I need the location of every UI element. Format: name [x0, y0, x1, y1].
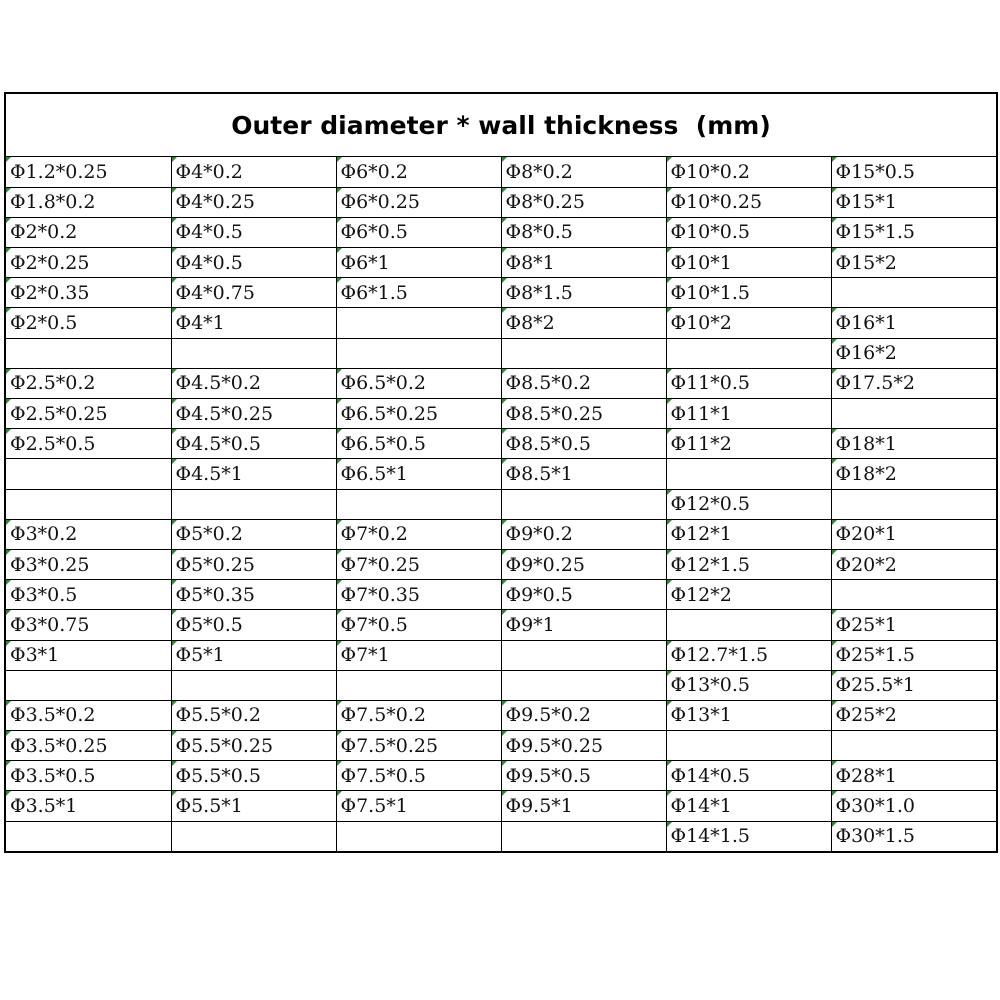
size-table-body [6, 157, 996, 851]
table-cell: Φ3*0.5 [6, 580, 171, 610]
table-row [6, 580, 996, 610]
table-cell: Φ2.5*0.2 [6, 368, 171, 398]
table-cell: Φ30*1.0 [831, 791, 996, 821]
table-cell: Φ2.5*0.5 [6, 429, 171, 459]
table-cell: Φ4.5*0.25 [171, 399, 336, 429]
table-cell [831, 399, 996, 429]
table-cell [831, 278, 996, 308]
table-cell: Φ10*0.25 [666, 187, 831, 217]
table-cell [501, 489, 666, 519]
table-cell: Φ9*0.2 [501, 519, 666, 549]
table-cell: Φ12*1 [666, 519, 831, 549]
table-cell [171, 338, 336, 368]
table-cell: Φ12*1.5 [666, 549, 831, 579]
table-cell: Φ8*1.5 [501, 278, 666, 308]
table-row [6, 791, 996, 821]
table-cell: Φ10*0.2 [666, 157, 831, 187]
table-cell: Φ28*1 [831, 761, 996, 791]
table-cell: Φ16*1 [831, 308, 996, 338]
table-cell: Φ10*2 [666, 308, 831, 338]
table-cell: Φ4*0.75 [171, 278, 336, 308]
table-cell [336, 308, 501, 338]
table-cell: Φ12.7*1.5 [666, 640, 831, 670]
table-row [6, 489, 996, 519]
table-cell: Φ8*0.2 [501, 157, 666, 187]
table-cell: Φ8.5*0.5 [501, 429, 666, 459]
table-cell: Φ3*1 [6, 640, 171, 670]
table-cell: Φ6.5*0.25 [336, 399, 501, 429]
table-cell [171, 670, 336, 700]
table-cell: Φ5*0.25 [171, 549, 336, 579]
table-cell: Φ4.5*0.2 [171, 368, 336, 398]
table-row [6, 308, 996, 338]
table-cell: Φ14*1.5 [666, 821, 831, 851]
table-cell: Φ11*0.5 [666, 368, 831, 398]
table-cell: Φ2*0.5 [6, 308, 171, 338]
table-cell: Φ4*0.25 [171, 187, 336, 217]
table-row [6, 731, 996, 761]
table-cell: Φ7*0.5 [336, 610, 501, 640]
table-cell: Φ9*1 [501, 610, 666, 640]
table-cell: Φ15*2 [831, 248, 996, 278]
table-cell [6, 459, 171, 489]
table-cell [6, 489, 171, 519]
table-cell: Φ4.5*1 [171, 459, 336, 489]
table-cell [336, 821, 501, 851]
table-cell: Φ11*1 [666, 399, 831, 429]
table-cell: Φ9*0.25 [501, 549, 666, 579]
table-cell [831, 489, 996, 519]
table-cell: Φ7*0.35 [336, 580, 501, 610]
table-cell: Φ8.5*1 [501, 459, 666, 489]
table-cell: Φ5.5*0.2 [171, 700, 336, 730]
table-cell: Φ7.5*0.2 [336, 700, 501, 730]
table-cell: Φ7.5*0.25 [336, 731, 501, 761]
table-cell: Φ8*0.5 [501, 217, 666, 247]
table-cell: Φ6*1 [336, 248, 501, 278]
table-cell: Φ2*0.35 [6, 278, 171, 308]
table-cell: Φ25.5*1 [831, 670, 996, 700]
table-cell: Φ25*2 [831, 700, 996, 730]
table-cell [666, 459, 831, 489]
table-cell [831, 580, 996, 610]
table-row [6, 338, 996, 368]
table-cell [171, 821, 336, 851]
table-cell: Φ8.5*0.2 [501, 368, 666, 398]
table-cell: Φ10*1.5 [666, 278, 831, 308]
table-cell: Φ4*0.5 [171, 248, 336, 278]
table-cell: Φ25*1.5 [831, 640, 996, 670]
table-cell [501, 640, 666, 670]
table-cell: Φ17.5*2 [831, 368, 996, 398]
table-cell: Φ4*0.2 [171, 157, 336, 187]
table-cell: Φ4.5*0.5 [171, 429, 336, 459]
table-cell: Φ10*1 [666, 248, 831, 278]
table-cell: Φ5*0.35 [171, 580, 336, 610]
table-cell [666, 731, 831, 761]
table-cell: Φ6.5*0.2 [336, 368, 501, 398]
table-cell: Φ1.2*0.25 [6, 157, 171, 187]
table-cell: Φ5.5*1 [171, 791, 336, 821]
table-cell: Φ7.5*1 [336, 791, 501, 821]
table-cell: Φ6.5*0.5 [336, 429, 501, 459]
table-cell: Φ14*0.5 [666, 761, 831, 791]
table-cell: Φ2.5*0.25 [6, 399, 171, 429]
table-cell: Φ2*0.25 [6, 248, 171, 278]
table-row [6, 187, 996, 217]
table-cell: Φ9.5*0.2 [501, 700, 666, 730]
table-cell: Φ5*1 [171, 640, 336, 670]
table-cell [336, 338, 501, 368]
table-cell: Φ25*1 [831, 610, 996, 640]
table-row [6, 549, 996, 579]
table-cell: Φ9.5*0.25 [501, 731, 666, 761]
table-cell: Φ16*2 [831, 338, 996, 368]
table-row [6, 368, 996, 398]
table-cell: Φ3*0.2 [6, 519, 171, 549]
table-cell: Φ3.5*0.2 [6, 700, 171, 730]
table-row [6, 399, 996, 429]
table-cell [171, 489, 336, 519]
table-cell: Φ3*0.75 [6, 610, 171, 640]
table-cell: Φ15*1 [831, 187, 996, 217]
table-cell: Φ5*0.5 [171, 610, 336, 640]
table-cell: Φ7.5*0.5 [336, 761, 501, 791]
table-cell: Φ6*0.5 [336, 217, 501, 247]
table-cell: Φ6.5*1 [336, 459, 501, 489]
table-cell [666, 610, 831, 640]
table-row [6, 761, 996, 791]
table-cell: Φ9.5*0.5 [501, 761, 666, 791]
table-title: Outer diameter * wall thickness (mm) [6, 94, 996, 157]
table-cell [336, 670, 501, 700]
table-cell: Φ4*1 [171, 308, 336, 338]
table-cell [831, 731, 996, 761]
table-cell: Φ13*1 [666, 700, 831, 730]
table-row [6, 610, 996, 640]
table-cell: Φ10*0.5 [666, 217, 831, 247]
table-row [6, 459, 996, 489]
table-cell: Φ6*0.25 [336, 187, 501, 217]
table-cell: Φ8*1 [501, 248, 666, 278]
table-row [6, 670, 996, 700]
size-table [6, 157, 996, 851]
table-cell: Φ8.5*0.25 [501, 399, 666, 429]
table-cell: Φ12*2 [666, 580, 831, 610]
table-cell: Φ2*0.2 [6, 217, 171, 247]
table-cell [501, 338, 666, 368]
table-cell: Φ7*0.2 [336, 519, 501, 549]
table-cell: Φ7*0.25 [336, 549, 501, 579]
table-cell: Φ20*1 [831, 519, 996, 549]
table-cell: Φ18*1 [831, 429, 996, 459]
table-row [6, 248, 996, 278]
table-row [6, 429, 996, 459]
table-cell [501, 670, 666, 700]
table-cell: Φ15*1.5 [831, 217, 996, 247]
table-cell: Φ8*0.25 [501, 187, 666, 217]
table-cell: Φ5.5*0.5 [171, 761, 336, 791]
table-cell: Φ3.5*0.25 [6, 731, 171, 761]
table-cell [6, 670, 171, 700]
table-cell [6, 821, 171, 851]
table-cell: Φ3*0.25 [6, 549, 171, 579]
table-row [6, 640, 996, 670]
table-cell: Φ6*0.2 [336, 157, 501, 187]
table-cell: Φ3.5*0.5 [6, 761, 171, 791]
table-cell: Φ18*2 [831, 459, 996, 489]
table-row [6, 700, 996, 730]
table-cell: Φ9.5*1 [501, 791, 666, 821]
table-cell: Φ5*0.2 [171, 519, 336, 549]
size-table-sheet [4, 92, 998, 853]
table-cell [501, 821, 666, 851]
table-cell: Φ30*1.5 [831, 821, 996, 851]
table-cell [666, 338, 831, 368]
table-cell: Φ1.8*0.2 [6, 187, 171, 217]
table-row [6, 821, 996, 851]
table-row [6, 278, 996, 308]
table-row [6, 157, 996, 187]
table-cell: Φ7*1 [336, 640, 501, 670]
table-cell: Φ9*0.5 [501, 580, 666, 610]
table-cell: Φ4*0.5 [171, 217, 336, 247]
table-cell: Φ11*2 [666, 429, 831, 459]
table-cell: Φ3.5*1 [6, 791, 171, 821]
table-cell: Φ20*2 [831, 549, 996, 579]
table-cell: Φ13*0.5 [666, 670, 831, 700]
table-cell [336, 489, 501, 519]
table-cell: Φ8*2 [501, 308, 666, 338]
table-row [6, 217, 996, 247]
table-cell [6, 338, 171, 368]
table-cell: Φ6*1.5 [336, 278, 501, 308]
table-cell: Φ14*1 [666, 791, 831, 821]
table-cell: Φ12*0.5 [666, 489, 831, 519]
table-cell: Φ5.5*0.25 [171, 731, 336, 761]
table-cell: Φ15*0.5 [831, 157, 996, 187]
table-row [6, 519, 996, 549]
